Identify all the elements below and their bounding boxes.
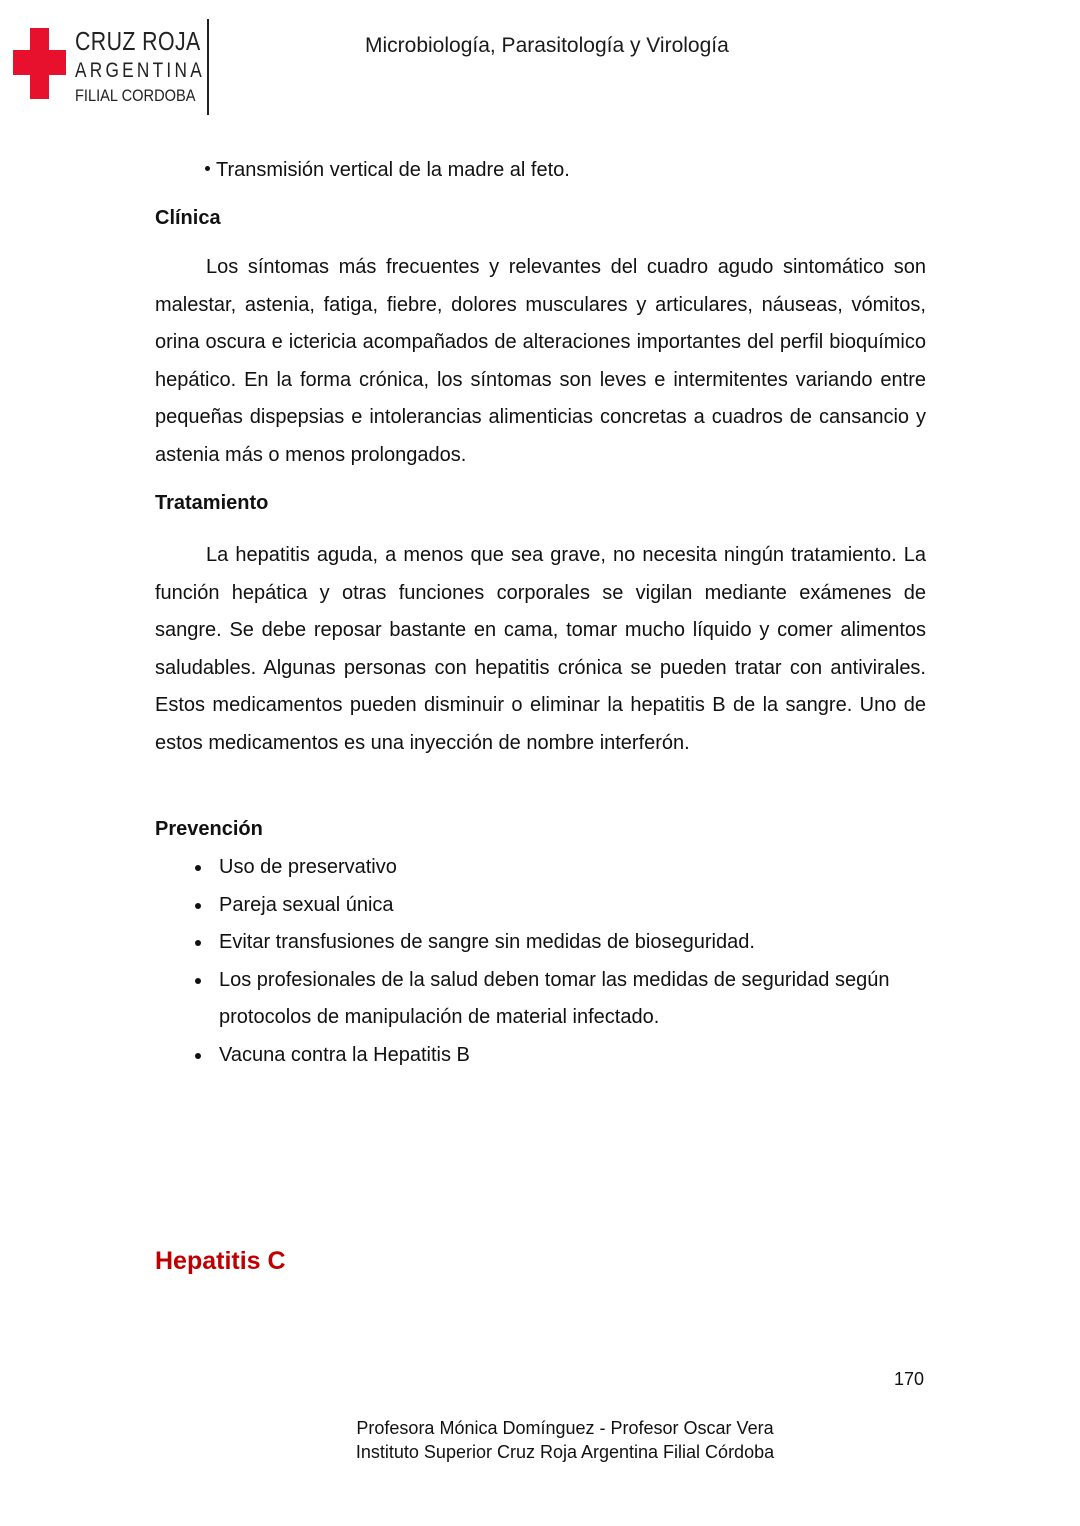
cruz-roja-logo bbox=[10, 22, 210, 117]
paragraph-tratamiento: La hepatitis aguda, a menos que sea grave, no necesita ningún tratamiento. La función hepática y otras funciones corporales se vigilan mediante exámenes de sangre. Se debe reposar bastante en cama, tomar mucho líquido y comer alimentos saludables. Algunas personas con hepatitis crónica se pueden tratar con antivirales. Estos medicamentos pueden disminuir o eliminar la hepatitis B de la sangre. Uno de estos medicamentos es una inyección de nombre interferón. bbox=[155, 544, 926, 754]
list-item bbox=[155, 1037, 926, 1075]
list-item-text: Pareja sexual única bbox=[219, 893, 394, 916]
logo-line-2: ARGENTINA bbox=[75, 59, 205, 82]
bullet-icon bbox=[195, 978, 201, 984]
paragraph-clinica: Los síntomas más frecuentes y relevantes del cuadro agudo sintomático son malestar, astenia, fatiga, fiebre, dolores musculares y articulares, náuseas, vómitos, orina oscura e ictericia acompañados de alteraciones importantes del perfil bioquímico hepático. En la forma crónica, los síntomas son leves e intermitentes variando entre pequeñas dispepsias e intolerancias alimenticias concretas a cuadros de cansancio y astenia más o menos prolongados. bbox=[155, 256, 926, 466]
red-cross-icon bbox=[13, 28, 66, 99]
bullet-icon bbox=[195, 1053, 201, 1059]
list-item bbox=[155, 887, 926, 925]
header-divider bbox=[207, 19, 209, 115]
logo-line-1: CRUZ ROJA bbox=[75, 26, 201, 56]
bullet-icon bbox=[195, 940, 201, 946]
page-number: 170 bbox=[894, 1369, 925, 1389]
prevention-list bbox=[155, 849, 926, 1075]
list-item-text: Evitar transfusiones de sangre sin medidas de bioseguridad. bbox=[219, 931, 755, 954]
list-item bbox=[155, 849, 926, 887]
list-item-text: Vacuna contra la Hepatitis B bbox=[219, 1043, 470, 1066]
list-item-text: Transmisión vertical de la madre al feto. bbox=[216, 159, 570, 181]
document-title: Microbiología, Parasitología y Virología bbox=[365, 34, 729, 57]
section-heading-tratamiento: Tratamiento bbox=[155, 492, 269, 514]
list-item-text: Los profesionales de la salud deben tomar las medidas de seguridad según protocolos de manipulación de material infectado. bbox=[219, 968, 890, 1029]
logo-line-3: FILIAL CORDOBA bbox=[75, 86, 196, 105]
section-heading-clinica: Clínica bbox=[155, 207, 221, 229]
list-item-text: Uso de preservativo bbox=[219, 856, 397, 878]
bullet-icon bbox=[195, 865, 201, 871]
footer-institution: Instituto Superior Cruz Roja Argentina Filial Córdoba bbox=[355, 1442, 775, 1462]
footer-authors: Profesora Mónica Domínguez - Profesor Oscar Vera bbox=[356, 1418, 774, 1438]
bullet-icon bbox=[195, 903, 201, 909]
section-heading-hepatitis-c: Hepatitis C bbox=[155, 1247, 286, 1275]
list-item bbox=[205, 159, 570, 182]
bullet-icon bbox=[205, 166, 210, 171]
section-heading-prevencion: Prevención bbox=[155, 818, 263, 840]
list-item bbox=[155, 962, 926, 1037]
page-footer bbox=[0, 1416, 1080, 1464]
list-item bbox=[155, 924, 926, 962]
